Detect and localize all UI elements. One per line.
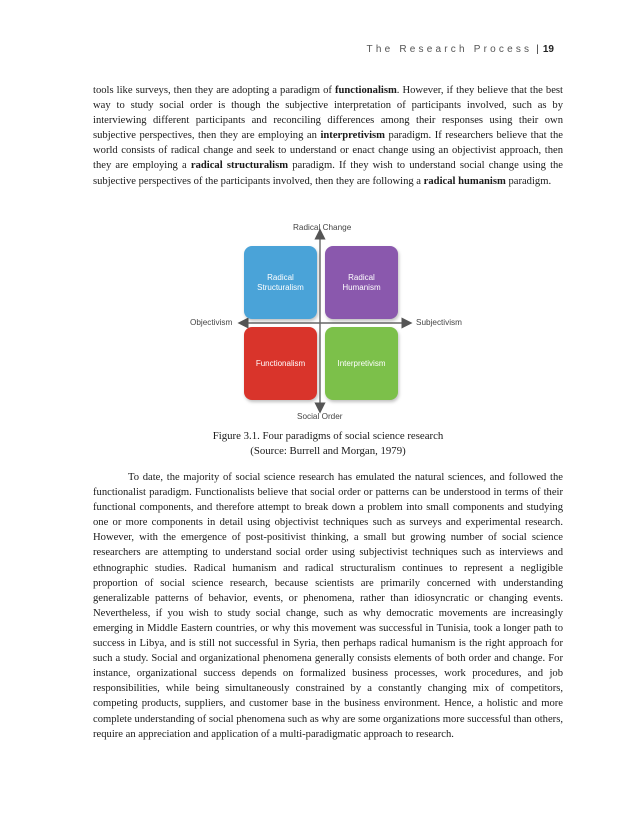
quadrant-interpretivism xyxy=(325,327,398,400)
axis-label-bottom: Social Order xyxy=(297,412,343,421)
text-run: paradigm. xyxy=(505,175,552,187)
caption-line-2: (Source: Burrell and Morgan, 1979) xyxy=(250,444,406,457)
paradigms-figure xyxy=(175,218,465,423)
paragraph-1 xyxy=(93,83,563,189)
figure-caption xyxy=(93,429,563,458)
running-title: The Research Process xyxy=(366,44,533,55)
text-run: paradigm. If researchers believe that the world consists of radical change and seek to understand or enact change using an objectivist approach, then they are employing a xyxy=(93,130,564,172)
quadrant-label: Radical Structuralism xyxy=(257,272,304,292)
header-separator: | xyxy=(536,44,539,55)
bold-term: radical structuralism xyxy=(190,160,289,172)
text-run: . However, if they believe that the best way to study social order is though the subjective interpretation of participants involved, such as by interviewing different participants and reconciling differences among their responses using their own subjective perspectives, then they are employing an xyxy=(93,85,563,142)
paragraph-2: To date, the majority of social science research has emulated the natural sciences, and followed the functionalist paradigm. Functionalists believe that social order or patterns can be understood in terms of their functional components, and therefore attempt to break down a problem into small components and studying one or more components in detail using objectivist techniques such as surveys and experimental research. However, with the emergence of post-positivist thinking, a small but growing number of social science researchers are attempting to understand social order using subjectivist techniques such as interviews and ethnographic studies. Radical humanism and radical structuralism continues to represent a negligible proportion of social science research, because scientists are primarily concerned with understanding generalizable patterns of behavior, events, or phenomena, rather than idiosyncratic or changing events. Nevertheless, if you wish to study social change, such as why democratic movements are increasingly emerging in Middle Eastern countries, or why this movement was successful in Tunisia, took a longer path to success in Libya, and is still not successful in Syria, then perhaps radical humanism is the right approach for such a study. Social and organizational phenomena generally consists elements of both order and change. For instance, organizational success depends on formalized business processes, work procedures, and job responsibilities, while being simultaneously constrained by a constantly changing mix of competitors, competing products, suppliers, and customer base in the business environment. Hence, a holistic and more complete understanding of social phenomena such as why are some organizations more successful than others, require an appreciation and application of a multi-paradigmatic approach to research. xyxy=(93,472,563,740)
axis-label-right: Subjectivism xyxy=(416,318,462,327)
page-header xyxy=(367,44,554,55)
axis-label-top: Radical Change xyxy=(293,223,352,232)
bold-term: radical humanism xyxy=(423,175,506,187)
quadrant-radical-humanism xyxy=(325,246,398,319)
bold-term: functionalism xyxy=(334,85,397,96)
text-run: paradigm. If they wish to understand social change using the subjective perspectives of the participants involved, then they are following a xyxy=(93,160,564,187)
text-run: tools like surveys, then they are adopting a paradigm of xyxy=(93,85,335,96)
bold-term: interpretivism xyxy=(320,130,385,142)
page-number: 19 xyxy=(542,44,554,55)
quadrant-radical-structuralism xyxy=(244,246,317,319)
quadrant-label: Interpretivism xyxy=(337,358,386,368)
caption-line-1: Figure 3.1. Four paradigms of social science research xyxy=(212,430,444,442)
quadrant-functionalism xyxy=(244,327,317,400)
quadrant-label: Functionalism xyxy=(255,358,306,368)
axis-label-left: Objectivism xyxy=(190,318,233,327)
quadrant-label: Radical Humanism xyxy=(342,272,381,292)
